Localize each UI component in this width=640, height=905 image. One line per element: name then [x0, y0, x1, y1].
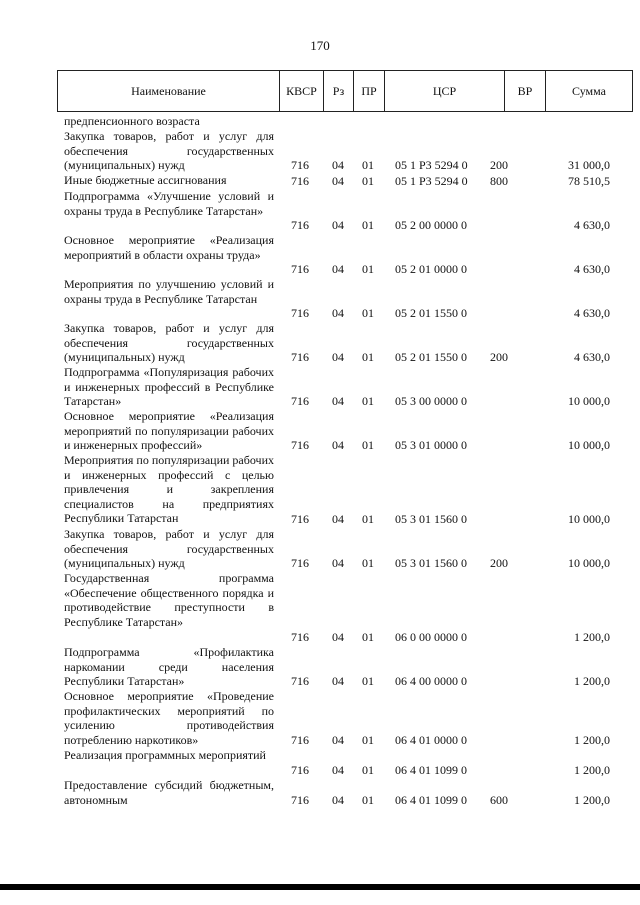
- row-sum: 10 000,0: [568, 556, 610, 571]
- row-rz: 04: [332, 394, 344, 409]
- row-rz: 04: [332, 350, 344, 365]
- row-rz: 04: [332, 306, 344, 321]
- row-csr: 06 4 01 0000 0: [395, 733, 467, 748]
- row-rz: 04: [332, 174, 344, 189]
- row-sum: 78 510,5: [568, 174, 610, 189]
- table-row: [0, 645, 640, 689]
- row-rz: 04: [332, 438, 344, 453]
- row-name: Подпрограмма «Популяризация рабочих и инженерных профессий в Республике Татарстан»: [64, 365, 274, 409]
- row-pr: 01: [362, 674, 374, 689]
- row-name: Реализация программных мероприятий: [64, 748, 266, 762]
- row-sum: 10 000,0: [568, 394, 610, 409]
- row-sum: 1 200,0: [574, 733, 610, 748]
- header-vr: ВР: [505, 71, 546, 111]
- table-row: [0, 689, 640, 748]
- row-kvsr: 716: [291, 438, 309, 453]
- table-row: [0, 321, 640, 365]
- row-name: Закупка товаров, работ и услуг для обеспечения государственных (муниципальных) нужд: [64, 129, 274, 173]
- table-row: [0, 453, 640, 527]
- row-rz: 04: [332, 674, 344, 689]
- row-rz: 04: [332, 556, 344, 571]
- row-kvsr: 716: [291, 556, 309, 571]
- row-name: Основное мероприятие «Реализация мероприятий в области охраны труда»: [64, 233, 274, 262]
- table-row: [0, 277, 640, 321]
- row-sum: 10 000,0: [568, 512, 610, 527]
- table-row: [0, 409, 640, 453]
- row-rz: 04: [332, 733, 344, 748]
- row-sum: 31 000,0: [568, 158, 610, 173]
- row-kvsr: 716: [291, 512, 309, 527]
- row-pr: 01: [362, 512, 374, 527]
- row-csr: 06 0 00 0000 0: [395, 630, 467, 645]
- row-sum: 1 200,0: [574, 793, 610, 808]
- row-pr: 01: [362, 793, 374, 808]
- table-row: [0, 189, 640, 233]
- row-sum: 1 200,0: [574, 763, 610, 778]
- row-pr: 01: [362, 306, 374, 321]
- table-row: [0, 527, 640, 571]
- row-vr: 200: [490, 350, 508, 365]
- row-name: предпенсионного возраста: [64, 114, 200, 128]
- row-kvsr: 716: [291, 630, 309, 645]
- header-name: Наименование: [58, 71, 280, 111]
- row-csr: 05 2 01 1550 0: [395, 306, 467, 321]
- table-row: [0, 173, 640, 189]
- row-rz: 04: [332, 793, 344, 808]
- row-pr: 01: [362, 262, 374, 277]
- page-number: 170: [310, 38, 330, 53]
- table-body: [0, 114, 640, 808]
- row-pr: 01: [362, 438, 374, 453]
- row-kvsr: 716: [291, 218, 309, 233]
- row-rz: 04: [332, 512, 344, 527]
- row-kvsr: 716: [291, 350, 309, 365]
- row-name: Закупка товаров, работ и услуг для обеспечения государственных (муниципальных) нужд: [64, 321, 274, 365]
- row-vr: 200: [490, 158, 508, 173]
- row-csr: 05 3 00 0000 0: [395, 394, 467, 409]
- row-vr: 800: [490, 174, 508, 189]
- row-name: Мероприятия по улучшению условий и охраны труда в Республике Татарстан: [64, 277, 274, 306]
- row-sum: 4 630,0: [574, 350, 610, 365]
- row-csr: 05 1 Р3 5294 0: [395, 158, 468, 173]
- row-csr: 06 4 01 1099 0: [395, 763, 467, 778]
- row-sum: 4 630,0: [574, 306, 610, 321]
- row-kvsr: 716: [291, 262, 309, 277]
- row-pr: 01: [362, 174, 374, 189]
- row-sum: 4 630,0: [574, 218, 610, 233]
- row-kvsr: 716: [291, 674, 309, 689]
- row-pr: 01: [362, 763, 374, 778]
- row-csr: 05 3 01 1560 0: [395, 556, 467, 571]
- table-row: [0, 365, 640, 409]
- row-name: Государственная программа «Обеспечение общественного порядка и противодействие преступности в Республике Татарстан»: [64, 571, 274, 629]
- row-csr: 05 2 01 1550 0: [395, 350, 467, 365]
- row-rz: 04: [332, 763, 344, 778]
- row-rz: 04: [332, 158, 344, 173]
- row-csr: 05 3 01 1560 0: [395, 512, 467, 527]
- table-row: [0, 778, 640, 808]
- row-kvsr: 716: [291, 793, 309, 808]
- row-csr: 05 1 Р3 5294 0: [395, 174, 468, 189]
- header-pr: ПР: [354, 71, 385, 111]
- row-pr: 01: [362, 630, 374, 645]
- header-kvsr: КВСР: [280, 71, 324, 111]
- row-kvsr: 716: [291, 394, 309, 409]
- table-header: [57, 70, 633, 112]
- row-name: Мероприятия по популяризации рабочих и инженерных профессий с целью привлечения и закрепления специалистов на предприятиях Республики Татарстан: [64, 453, 274, 526]
- row-csr: 06 4 00 0000 0: [395, 674, 467, 689]
- row-kvsr: 716: [291, 306, 309, 321]
- table-row: [0, 114, 640, 129]
- header-csr: ЦСР: [385, 71, 505, 111]
- row-sum: 1 200,0: [574, 674, 610, 689]
- header-sum: Сумма: [572, 83, 606, 98]
- row-rz: 04: [332, 630, 344, 645]
- row-pr: 01: [362, 733, 374, 748]
- row-sum: 1 200,0: [574, 630, 610, 645]
- row-pr: 01: [362, 350, 374, 365]
- table-row: [0, 748, 640, 778]
- row-csr: 06 4 01 1099 0: [395, 793, 467, 808]
- row-pr: 01: [362, 158, 374, 173]
- row-rz: 04: [332, 262, 344, 277]
- row-kvsr: 716: [291, 158, 309, 173]
- row-csr: 05 2 00 0000 0: [395, 218, 467, 233]
- header-rz: Рз: [324, 71, 354, 111]
- table-row: [0, 129, 640, 173]
- table-row: [0, 571, 640, 645]
- row-name: Предоставление субсидий бюджетным, автономным: [64, 778, 274, 807]
- row-csr: 05 2 01 0000 0: [395, 262, 467, 277]
- row-sum: 4 630,0: [574, 262, 610, 277]
- scan-bottom-edge: [0, 884, 640, 890]
- row-name: Основное мероприятие «Проведение профилактических мероприятий по усилению противодействия потреблению наркотиков»: [64, 689, 274, 747]
- row-name: Иные бюджетные ассигнования: [64, 173, 227, 187]
- row-vr: 600: [490, 793, 508, 808]
- row-kvsr: 716: [291, 733, 309, 748]
- row-name: Подпрограмма «Улучшение условий и охраны труда в Республике Татарстан»: [64, 189, 274, 218]
- row-sum: 10 000,0: [568, 438, 610, 453]
- row-kvsr: 716: [291, 174, 309, 189]
- row-rz: 04: [332, 218, 344, 233]
- row-kvsr: 716: [291, 763, 309, 778]
- row-name: Закупка товаров, работ и услуг для обеспечения государственных (муниципальных) нужд: [64, 527, 274, 571]
- row-vr: 200: [490, 556, 508, 571]
- row-name: Подпрограмма «Профилактика наркомании среди населения Республики Татарстан»: [64, 645, 274, 689]
- row-pr: 01: [362, 394, 374, 409]
- row-name: Основное мероприятие «Реализация мероприятий по популяризации рабочих и инженерных профессий»: [64, 409, 274, 453]
- row-pr: 01: [362, 218, 374, 233]
- row-csr: 05 3 01 0000 0: [395, 438, 467, 453]
- table-row: [0, 233, 640, 277]
- row-pr: 01: [362, 556, 374, 571]
